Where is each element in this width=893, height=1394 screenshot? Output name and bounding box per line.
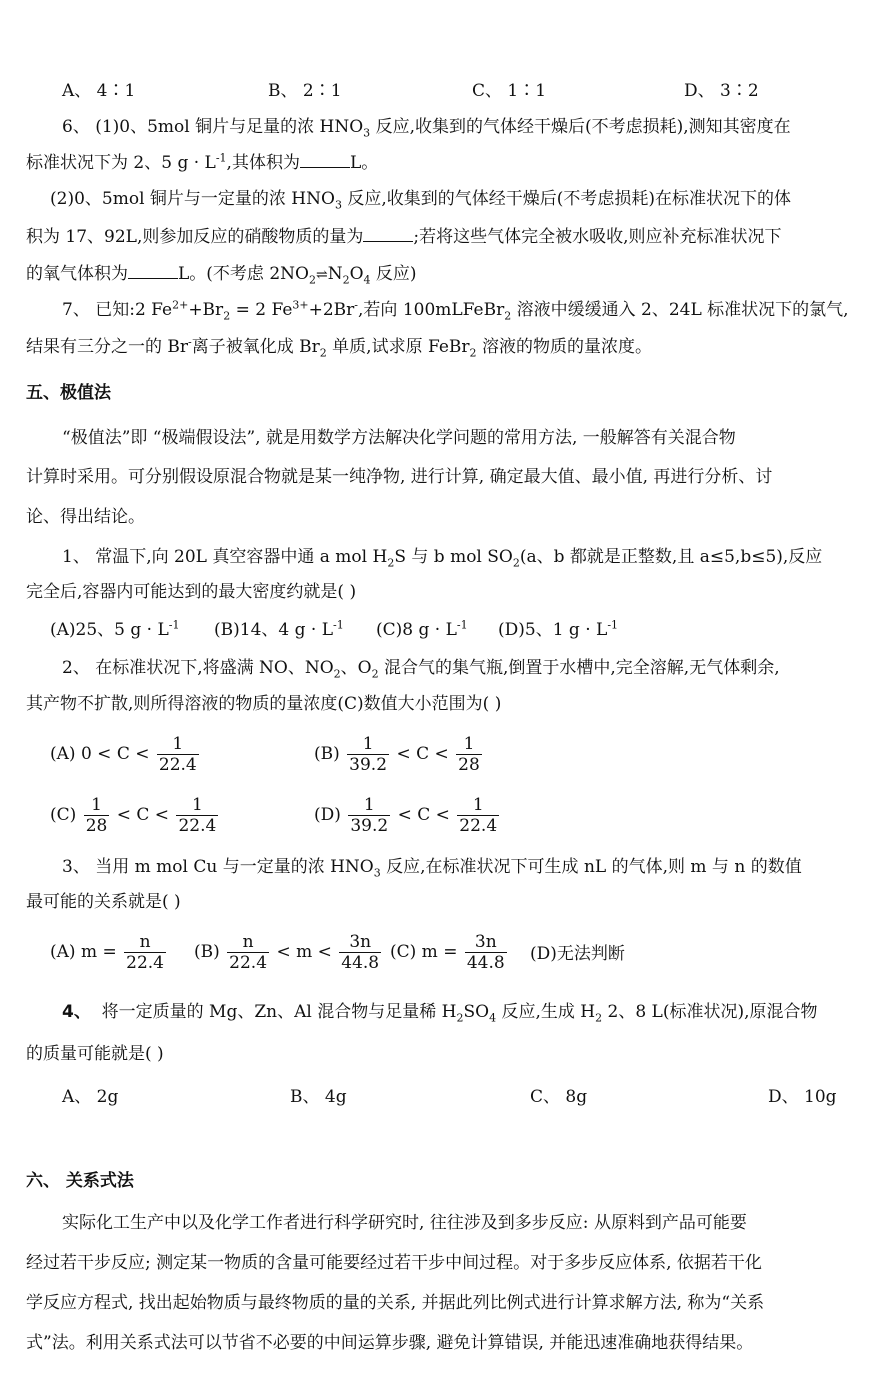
- s5q1-line2: 完全后,容器内可能达到的最大密度约就是( ): [26, 582, 357, 602]
- s5q4-option-c: C、 8g: [530, 1087, 588, 1107]
- s5q3-option-a: (A) m = $\frac{n}{22.4}$: [50, 932, 164, 973]
- s5q4-option-d: D、 10g: [768, 1087, 837, 1107]
- q6-line4: 积为 17、92L,则参加反应的硝酸物质的量为 ;若将这些气体完全被水吸收,则应补充标准状况下: [26, 227, 782, 247]
- s5q2-line2: 其产物不扩散,则所得溶液的物质的量浓度(C)数值大小范围为( ): [26, 694, 502, 714]
- equilibrium-arrow-icon: ⇌: [315, 267, 328, 283]
- option-d: D、 3∶2: [684, 81, 759, 101]
- section5-title: 五、极值法: [26, 383, 111, 403]
- s5q3-line1: 3、 当用 m mol Cu 与一定量的浓 $HNO_3$ 反应,在标准状况下可生成 nL 的气体,则 m 与 n 的数值: [62, 857, 802, 880]
- s5q1-option-a: (A)25、5 $g \cdot L^{-1}$: [50, 618, 180, 640]
- s5q2-option-c: (C) $\frac{1}{28}$ < C < $\frac{1}{22.4}$: [50, 795, 217, 836]
- section6-line4: 式”法。利用关系式法可以节省不必要的中间运算步骤, 避免计算错误, 并能迅速准确地获得结果。: [26, 1333, 754, 1353]
- section5-intro-2: 计算时采用。可分别假设原混合物就是某一纯净物, 进行计算, 确定最大值、最小值, 再进行分析、讨: [26, 467, 773, 487]
- section6-line2: 经过若干步反应; 测定某一物质的含量可能要经过若干步中间过程。对于多步反应体系, 依据若干化: [26, 1253, 762, 1273]
- s5q1-option-c: (C)8 $g \cdot L^{-1}$: [376, 618, 468, 640]
- answer-blank[interactable]: [363, 225, 413, 242]
- s5q1-option-b: (B)14、4 $g \cdot L^{-1}$: [214, 618, 344, 640]
- q6-line1: 6、 (1)0、5mol 铜片与足量的浓 $HNO_3$ 反应,收集到的气体经干燥后(不考虑损耗),测知其密度在: [62, 117, 791, 140]
- s5q2-option-d: (D) $\frac{1}{39.2}$ < C < $\frac{1}{22.4}$: [314, 795, 498, 836]
- option-b: B、 2∶1: [268, 81, 342, 101]
- section6-line3: 学反应方程式, 找出起始物质与最终物质的量的关系, 并据此列比例式进行计算求解方法, 称为“关系: [26, 1293, 765, 1313]
- q7-line2: 结果有三分之一的 Br-离子被氧化成 $Br_2$ 单质,试求原 FeBr$_2$ 溶液的物质的量浓度。: [26, 335, 652, 360]
- s5q4-option-b: B、 4g: [290, 1087, 347, 1107]
- section5-intro-3: 论、得出结论。: [26, 507, 145, 527]
- s5q1-line1: 1、 常温下,向 20L 真空容器中通 a mol $H_2S$ 与 b mol $SO_2(a$、b 都就是正整数,且 a≤5,b≤5),反应: [62, 547, 823, 570]
- s5q4-option-a: A、 2g: [62, 1087, 119, 1107]
- q6-line2: 标准状况下为 2、5 $g \cdot L^{-1}$,其体积为 L。: [26, 151, 379, 173]
- answer-blank[interactable]: [128, 262, 178, 279]
- s5q2-option-b: (B) $\frac{1}{39.2}$ < C < $\frac{1}{28}$: [314, 734, 480, 775]
- q7-line1: 7、 已知:2 $Fe^{2+}+Br_2 = 2$ $Fe^{3+}+2Br^-$,若向 100mLFeBr$_2$ 溶液中缓缓通入 2、24L 标准状况下的氯气,: [62, 298, 849, 323]
- s5q2-option-a: (A) 0 < C < $\frac{1}{22.4}$: [50, 734, 197, 775]
- section6-line1: 实际化工生产中以及化学工作者进行科学研究时, 往往涉及到多步反应: 从原料到产品可能要: [62, 1213, 747, 1233]
- answer-blank[interactable]: [300, 151, 350, 168]
- s5q4-line1: 4、 将一定质量的 Mg、Zn、Al 混合物与足量稀 $H_2SO_4$ 反应,生成 $H_2$ 2、8 L(标准状况),原混合物: [62, 1002, 818, 1025]
- s5q3-line2: 最可能的关系就是( ): [26, 892, 181, 912]
- option-c: C、 1∶1: [472, 81, 547, 101]
- section6-title: 六、 关系式法: [26, 1171, 134, 1191]
- s5q2-line1: 2、 在标准状况下,将盛满 NO、$NO_2$、$O_2$ 混合气的集气瓶,倒置于水槽中,完全溶解,无气体剩余,: [62, 658, 780, 681]
- s5q3-option-d: (D)无法判断: [530, 944, 625, 964]
- option-a: A、 4∶1: [62, 81, 136, 101]
- q6-line5: 的氧气体积为 L。(不考虑 $2NO_2\rightleftharpoons N_2O_4$ 反应): [26, 264, 417, 287]
- q6-line3: (2)0、5mol 铜片与一定量的浓 $HNO_3$ 反应,收集到的气体经干燥后(不考虑损耗)在标准状况下的体: [50, 189, 792, 212]
- s5q1-option-d: (D)5、1 $g \cdot L^{-1}$: [498, 618, 619, 640]
- section5-intro-1: “极值法”即 “极端假设法”, 就是用数学方法解决化学问题的常用方法, 一般解答有关混合物: [62, 428, 736, 448]
- s5q3-option-b: (B) $\frac{n}{22.4}$ < m < $\frac{3n}{44.8}$: [194, 932, 380, 973]
- s5q3-option-c: (C) m = $\frac{3n}{44.8}$: [390, 932, 505, 973]
- s5q4-line2: 的质量可能就是( ): [26, 1044, 164, 1064]
